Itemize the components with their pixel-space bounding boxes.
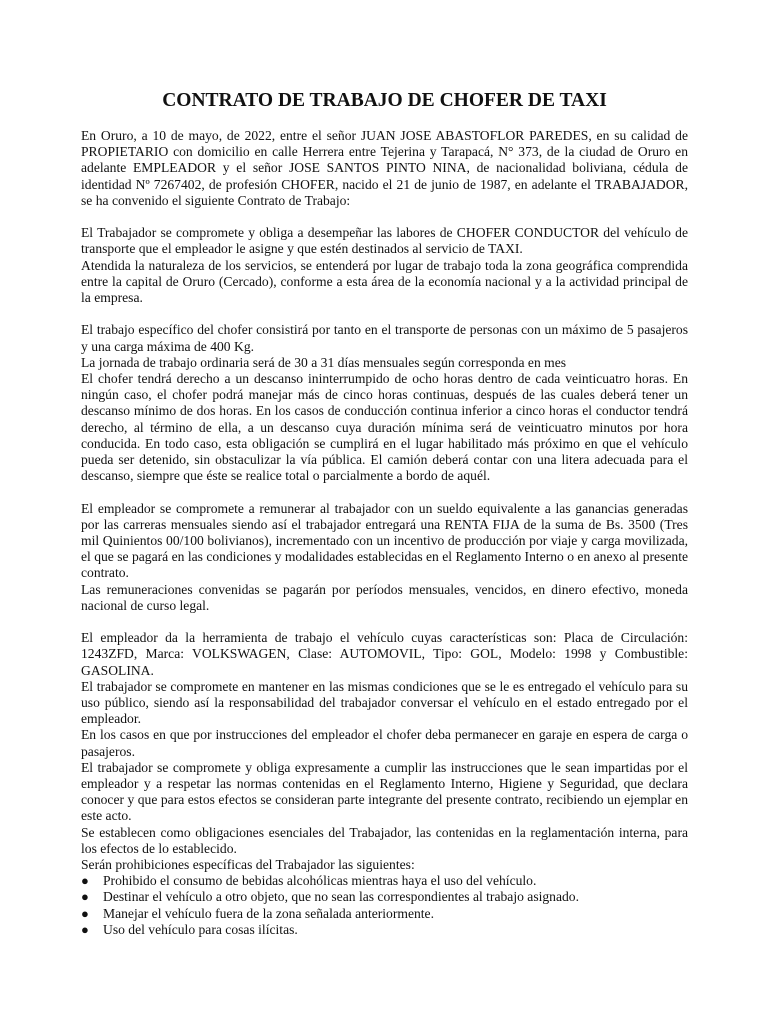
paragraph-payment-terms: Las remuneraciones convenidas se pagarán por períodos mensuales, vencidos, en dinero efectivo, moneda nacional de curso legal. bbox=[81, 581, 688, 613]
paragraph-instructions: El trabajador se compromete y obliga expresamente a cumplir las instrucciones que le sean impartidas por el empleador y a respetar las normas contenidas en el Reglamento Interno, Higiene y Seguridad, que declara conocer y que para estos efectos se consideran parte integrante del presente contrato, recibiendo un ejemplar en este acto. bbox=[81, 759, 688, 824]
list-item bbox=[81, 906, 688, 922]
document-body bbox=[81, 128, 688, 938]
section-work-hours bbox=[81, 322, 688, 484]
paragraph-rest-periods: El chofer tendrá derecho a un descanso ininterrumpido de ocho horas dentro de cada veinticuatro horas. En ningún caso, el chofer podrá manejar más de cinco horas continuas, después de las cuales deberá tener un descanso mínimo de dos horas. En los casos de conducción continua inferior a cinco horas el conductor tendrá derecho, al término de ella, a un descanso cuya duración mínima será de veinticuatro minutos por hora conducida. En todo caso, esta obligación se cumplirá en el lugar habilitado más próximo en que el vehículo pueda ser detenido, sin obstaculizar la vía pública. El camión deberá contar con una litera adecuada para el descanso, siempre que éste se realice total o parcialmente a bordo de aquél. bbox=[81, 371, 688, 484]
bullet-icon: ● bbox=[81, 921, 89, 937]
list-item bbox=[81, 873, 688, 889]
paragraph-work-schedule: La jornada de trabajo ordinaria será de 30 a 31 días mensuales según corresponda en mes bbox=[81, 354, 567, 370]
list-item-text: Manejar el vehículo fuera de la zona señalada anteriormente. bbox=[103, 905, 434, 921]
section-gap bbox=[81, 306, 688, 322]
bullet-icon: ● bbox=[81, 889, 89, 905]
paragraph-salary: El empleador se compromete a remunerar al trabajador con un sueldo equivalente a las ganancias generadas por las carreras mensuales siendo así el trabajador entregará una RENTA FIJA de la suma de Bs. 3500 (Tres mil Quinientos 00/100 bolivianos), incrementado con un incentivo de producción por viaje y carga movilizada, el que se pagará en las condiciones y modalidades establecidas en el Reglamento Interno o en anexo al presente contrato. bbox=[81, 500, 688, 581]
paragraph-transport-capacity: El trabajo específico del chofer consistirá por tanto en el transporte de personas con un máximo de 5 pasajeros y una carga máxima de 400 Kg. bbox=[81, 322, 688, 354]
section-vehicle bbox=[81, 630, 688, 938]
paragraph-vehicle-care: El trabajador se compromete en mantener en las mismas condiciones que se le es entregado el vehículo para su uso público, siendo así la responsabilidad del trabajador conversar el vehículo en el estado entregado por el empleador. bbox=[81, 678, 688, 727]
paragraph-parties: En Oruro, a 10 de mayo, de 2022, entre el señor JUAN JOSE ABASTOFLOR PAREDES, en su calidad de PROPIETARIO con domicilio en calle Herrera entre Tejerina y Tarapacá, N° 373, de la ciudad de Oruro en adelante EMPLEADOR y el señor JOSE SANTOS PINTO NINA, de nacionalidad boliviana, cédula de identidad Nº 7267402, de profesión CHOFER, nacido el 21 de junio de 1987, en adelante el TRABAJADOR, se ha convenido el siguiente Contrato de Trabajo: bbox=[81, 128, 688, 208]
section-duties bbox=[81, 225, 688, 306]
document-title: CONTRATO DE TRABAJO DE CHOFER DE TAXI bbox=[162, 90, 607, 111]
section-gap bbox=[81, 614, 688, 630]
bullet-icon: ● bbox=[81, 905, 89, 921]
paragraph-duties: El Trabajador se compromete y obliga a desempeñar las labores de CHOFER CONDUCTOR del vehículo de transporte que el empleador le asigne y que estén destinados al servicio de TAXI. bbox=[81, 225, 688, 257]
paragraph-obligations: Se establecen como obligaciones esenciales del Trabajador, las contenidas en la reglamentación interna, para los efectos de lo establecido. bbox=[81, 824, 688, 856]
list-item-text: Destinar el vehículo a otro objeto, que no sean las correspondientes al trabajo asignado. bbox=[103, 889, 580, 905]
section-gap bbox=[81, 484, 688, 500]
list-item-text: Prohibido el consumo de bebidas alcohólicas mientras haya el uso del vehículo. bbox=[103, 873, 537, 889]
section-parties bbox=[81, 128, 688, 209]
list-item bbox=[81, 889, 688, 905]
list-item bbox=[81, 922, 688, 938]
bullet-icon: ● bbox=[81, 873, 89, 889]
paragraph-prohibitions-intro: Serán prohibiciones específicas del Trabajador las siguientes: bbox=[81, 857, 415, 873]
section-gap bbox=[81, 209, 688, 225]
paragraph-work-zone: Atendida la naturaleza de los servicios, se entenderá por lugar de trabajo toda la zona geográfica comprendida entre la capital de Oruro (Cercado), conforme a esta área de la economía nacional y a la actividad principal de la empresa. bbox=[81, 257, 688, 306]
prohibitions-list bbox=[81, 873, 688, 938]
list-item-text: Uso del vehículo para cosas ilícitas. bbox=[103, 921, 298, 937]
section-remuneration bbox=[81, 501, 688, 614]
paragraph-garage-wait: En los casos en que por instrucciones del empleador el chofer deba permanecer en garaje en espera de carga o pasajeros. bbox=[81, 727, 688, 759]
paragraph-vehicle-details: El empleador da la herramienta de trabajo el vehículo cuyas características son: Placa de Circulación: 1243ZFD, Marca: VOLKSWAGEN, Clase: AUTOMOVIL, Tipo: GOL, Modelo: 1998 y Combustible: GASOLINA. bbox=[81, 630, 688, 678]
